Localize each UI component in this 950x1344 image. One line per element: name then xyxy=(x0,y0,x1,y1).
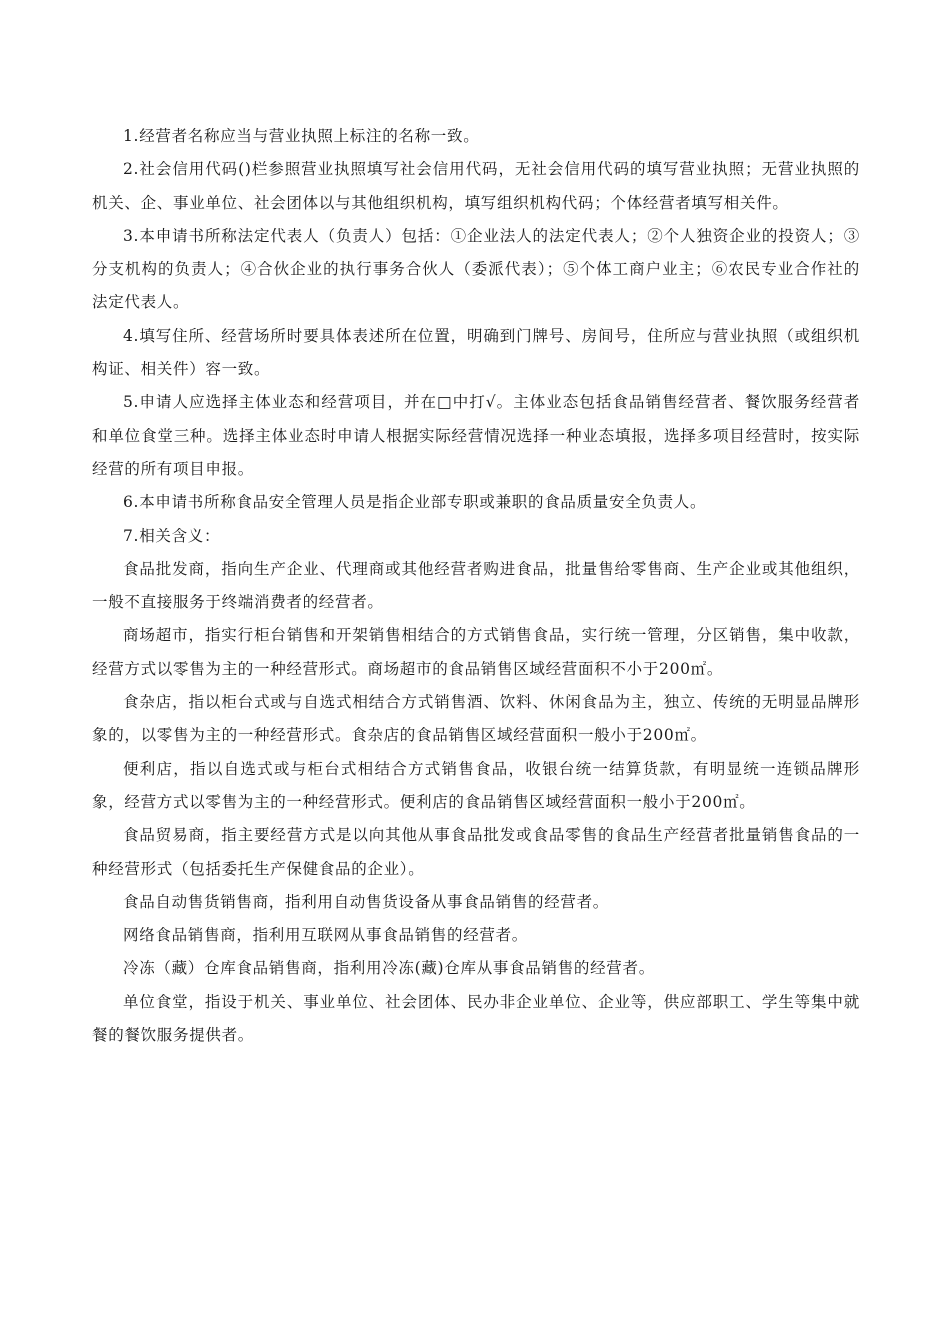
note-4: 4.填写住所、经营场所时要具体表述所在位置，明确到门牌号、房间号，住所应与营业执照（或组织机构证、相关件）容一致。 xyxy=(92,326,860,379)
definition-cold-storage-seller: 冷冻（藏）仓库食品销售商，指利用冷冻(藏)仓库从事食品销售的经营者。 xyxy=(123,959,655,978)
definition-unit-canteen: 单位食堂，指设于机关、事业单位、社会团体、民办非企业单位、企业等，供应部职工、学生等集中就餐的餐饮服务提供者。 xyxy=(92,992,860,1045)
definition-online-seller: 网络食品销售商，指利用互联网从事食品销售的经营者。 xyxy=(123,926,529,945)
note-1: 1.经营者名称应当与营业执照上标注的名称一致。 xyxy=(123,127,480,145)
definition-convenience-store: 便利店，指以自选式或与柜台式相结合方式销售食品，收银台统一结算货款，有明显统一连锁品牌形象，经营方式以零售为主的一种经营形式。便利店的食品销售区域经营面积一般小于200㎡。 xyxy=(92,759,860,811)
note-7-heading: 7.相关含义： xyxy=(123,526,221,545)
note-5: 5.申请人应选择主体业态和经营项目，并在□中打√。主体业态包括食品销售经营者、餐饮服务经营者和单位食堂三种。选择主体业态时申请人根据实际经营情况选择一种业态填报，选择多项目经营时，按实际经营的所有项目申报。 xyxy=(92,393,860,478)
note-6: 6.本申请书所称食品安全管理人员是指企业部专职或兼职的食品质量安全负责人。 xyxy=(123,493,707,512)
note-3: 3.本申请书所称法定代表人（负责人）包括：①企业法人的法定代表人；②个人独资企业的投资人；③分支机构的负责人；④合伙企业的执行事务合伙人（委派代表）；⑤个体工商户业主；⑥农民专业合作社的法定代表人。 xyxy=(92,226,860,312)
definition-food-wholesaler: 食品批发商，指向生产企业、代理商或其他经营者购进食品，批量售给零售商、生产企业或其他组织，一般不直接服务于终端消费者的经营者。 xyxy=(92,559,860,612)
definition-food-trader: 食品贸易商，指主要经营方式是以向其他从事食品批发或食品零售的食品生产经营者批量销售食品的一种经营形式（包括委托生产保健食品的企业）。 xyxy=(92,826,860,878)
definition-supermarket: 商场超市，指实行柜台销售和开架销售相结合的方式销售食品，实行统一管理，分区销售，集中收款，经营方式以零售为主的一种经营形式。商场超市的食品销售区域经营面积不小于200㎡。 xyxy=(92,626,860,678)
note-2: 2.社会信用代码()栏参照营业执照填写社会信用代码，无社会信用代码的填写营业执照；无营业执照的机关、企、事业单位、社会团体以与其他组织机构，填写组织机构代码；个体经营者填写相关件。 xyxy=(92,160,860,212)
definition-grocery-store: 食杂店，指以柜台式或与自选式相结合方式销售酒、饮料、休闲食品为主，独立、传统的无明显品牌形象的，以零售为主的一种经营形式。食杂店的食品销售区域经营面积一般小于200㎡。 xyxy=(92,693,860,745)
document-page xyxy=(92,120,860,1052)
definition-vending-seller: 食品自动售货销售商，指利用自动售货设备从事食品销售的经营者。 xyxy=(123,892,610,911)
